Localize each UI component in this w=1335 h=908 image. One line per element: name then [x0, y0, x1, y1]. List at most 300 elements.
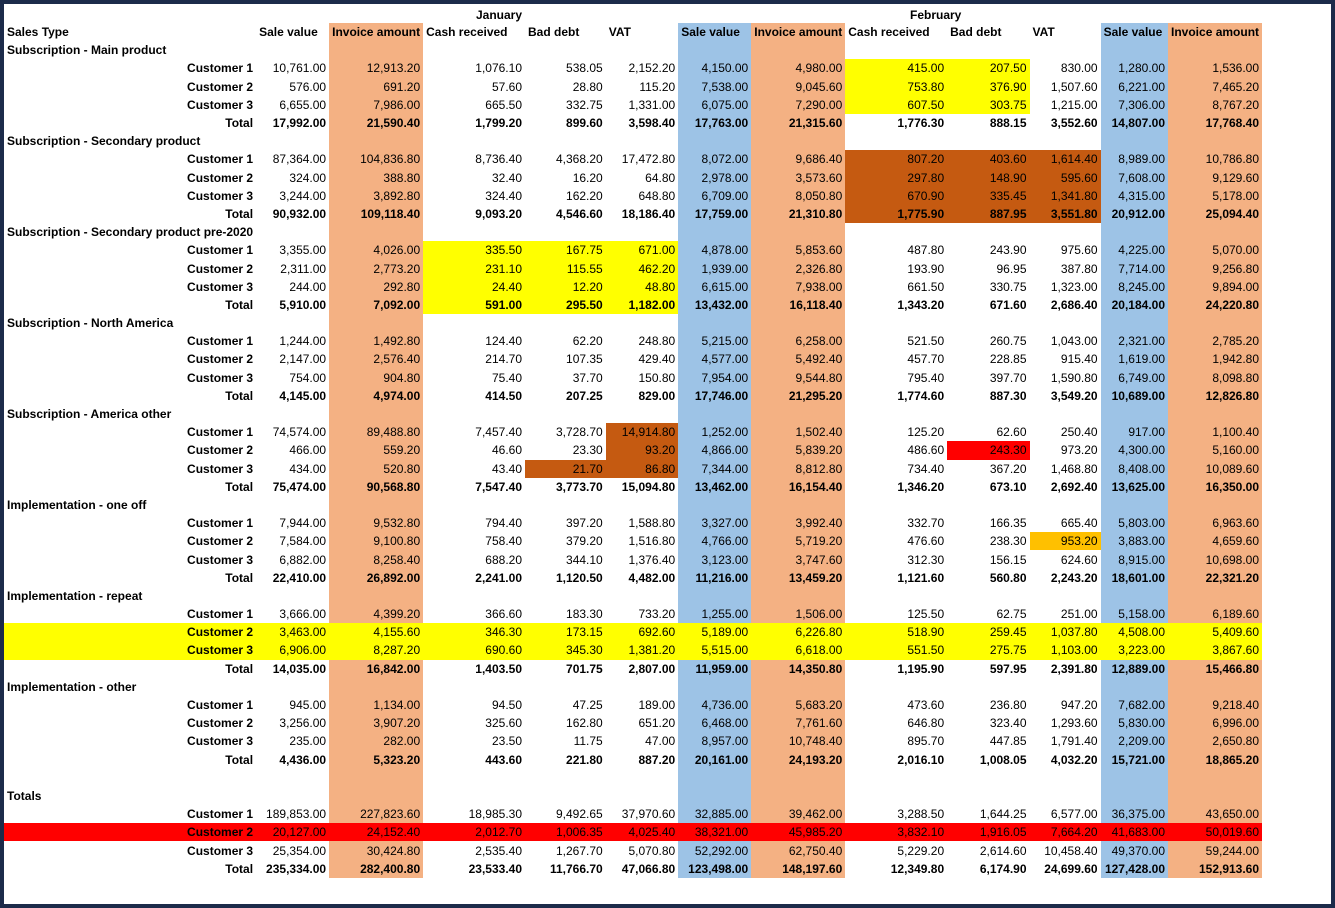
bad-debt-cell: 376.90	[947, 78, 1029, 96]
sale-value-cell: 7,944.00	[279, 516, 327, 531]
sale-value-cell: 22,410.00	[272, 570, 327, 585]
empty-cell	[947, 41, 1029, 59]
vat-cell: 1,215.00	[1050, 97, 1098, 112]
sale-value-cell: 12,889.00	[1101, 660, 1168, 678]
header-invoice-amount: Invoice amount	[751, 23, 845, 41]
sale-value-cell: 3,123.00	[678, 550, 751, 568]
invoice-amount-cell: 227,823.60	[329, 805, 423, 823]
column-header-row	[4, 23, 1331, 41]
invoice-amount-cell: 90,568.80	[329, 478, 423, 496]
empty-cell	[256, 405, 329, 423]
bad-debt-cell: 3,773.70	[556, 479, 603, 494]
invoice-amount-cell: 152,913.60	[1168, 860, 1262, 878]
invoice-amount-cell: 10,786.80	[1168, 150, 1262, 168]
sale-value-cell: 4,766.00	[678, 532, 751, 550]
cash-received-cell: 231.10	[423, 259, 525, 277]
empty-cell	[1030, 787, 1101, 805]
invoice-amount-cell: 9,256.80	[1168, 259, 1262, 277]
cash-received-cell: 807.20	[845, 150, 947, 168]
empty-cell	[751, 314, 845, 332]
sale-value-cell: 4,508.00	[1101, 623, 1168, 641]
header-invoice-amount: Invoice amount	[1168, 23, 1262, 41]
vat-cell: 15,094.80	[621, 479, 676, 494]
empty-cell	[1101, 223, 1168, 241]
bad-debt-cell: 260.75	[989, 334, 1027, 349]
bad-debt-cell: 673.10	[989, 479, 1027, 494]
section-title: Implementation - one off	[7, 497, 147, 512]
sale-value-cell: 18,601.00	[1101, 569, 1168, 587]
invoice-amount-cell: 1,942.80	[1168, 350, 1262, 368]
bad-debt-cell: 1,916.05	[947, 823, 1029, 841]
vat-cell: 947.20	[1060, 698, 1098, 713]
sale-value-cell: 189,853.00	[266, 807, 327, 822]
invoice-amount-cell: 520.80	[329, 460, 423, 478]
cash-received-cell: 1,775.90	[845, 205, 947, 223]
cash-received-cell: 124.40	[485, 334, 522, 349]
customer-row	[4, 241, 1331, 259]
month-february: February	[910, 8, 962, 22]
sale-value-cell: 4,150.00	[678, 59, 751, 77]
invoice-amount-cell: 3,747.60	[751, 550, 845, 568]
sale-value-cell: 8,072.00	[678, 150, 751, 168]
customer-row	[4, 514, 1331, 532]
sale-value-cell: 14,035.00	[272, 661, 327, 676]
bad-debt-cell: 148.90	[947, 169, 1029, 187]
invoice-amount-cell: 9,544.80	[751, 369, 845, 387]
sale-value-cell: 13,462.00	[678, 478, 751, 496]
section-title-row	[4, 496, 1331, 514]
empty-cell	[751, 405, 845, 423]
bad-debt-cell: 3,728.70	[556, 425, 603, 440]
customer-label: Customer 1	[187, 607, 254, 622]
sale-value-cell: 4,436.00	[279, 752, 327, 767]
sale-value-cell: 3,666.00	[279, 607, 327, 622]
empty-cell	[423, 769, 525, 787]
bad-debt-cell: 1,644.25	[979, 807, 1027, 822]
invoice-amount-cell: 39,462.00	[751, 805, 845, 823]
customer-row	[4, 841, 1331, 859]
invoice-amount-cell: 1,506.00	[751, 605, 845, 623]
empty-cell	[423, 132, 525, 150]
invoice-amount-cell: 104,836.80	[329, 150, 423, 168]
vat-cell: 887.20	[638, 752, 676, 767]
invoice-amount-cell: 2,785.20	[1168, 332, 1262, 350]
empty-cell	[678, 587, 751, 605]
cash-received-cell: 23.50	[491, 734, 522, 749]
cash-received-cell: 94.50	[491, 698, 522, 713]
sale-value-cell: 3,327.00	[678, 514, 751, 532]
empty-cell	[256, 496, 329, 514]
customer-label: Customer 3	[4, 641, 256, 659]
invoice-amount-cell: 10,698.00	[1168, 550, 1262, 568]
customer-label: Customer 2	[187, 170, 254, 185]
bad-debt-cell: 899.60	[566, 116, 603, 131]
section-title: Totals	[7, 788, 42, 803]
vat-cell: 64.80	[645, 170, 676, 185]
sale-value-cell: 7,306.00	[1101, 96, 1168, 114]
empty-cell	[525, 405, 606, 423]
sale-value-cell: 434.00	[289, 461, 327, 476]
empty-cell	[329, 41, 423, 59]
vat-cell: 86.80	[606, 460, 678, 478]
cash-received-cell: 1,799.20	[475, 116, 522, 131]
sale-value-cell: 74,574.00	[272, 425, 327, 440]
invoice-amount-cell: 4,974.00	[329, 387, 423, 405]
invoice-amount-cell: 8,050.80	[751, 187, 845, 205]
total-label: Total	[225, 206, 254, 221]
cash-received-cell: 2,535.40	[475, 843, 522, 858]
sale-value-cell: 917.00	[1101, 423, 1168, 441]
empty-cell	[1101, 314, 1168, 332]
header-cash-received: Cash received	[426, 25, 508, 40]
bad-debt-cell: 335.45	[947, 187, 1029, 205]
section-title-row	[4, 587, 1331, 605]
empty-cell	[678, 132, 751, 150]
vat-cell: 7,664.20	[1030, 823, 1101, 841]
empty-cell	[606, 496, 678, 514]
cash-received-cell: 443.60	[485, 752, 522, 767]
invoice-amount-cell: 6,226.80	[751, 623, 845, 641]
empty-cell	[947, 678, 1029, 696]
cash-received-cell: 312.30	[907, 552, 945, 567]
bad-debt-cell: 236.80	[989, 698, 1027, 713]
bad-debt-cell: 183.30	[566, 607, 603, 622]
section-title-row	[4, 132, 1331, 150]
customer-row	[4, 369, 1331, 387]
invoice-amount-cell: 9,532.80	[329, 514, 423, 532]
empty-cell	[525, 587, 606, 605]
bad-debt-cell: 701.75	[566, 661, 603, 676]
customer-row	[4, 169, 1331, 187]
bad-debt-cell: 96.95	[996, 261, 1027, 276]
invoice-amount-cell: 21,590.40	[329, 114, 423, 132]
section-title: Implementation - repeat	[7, 588, 143, 603]
cash-received-cell: 7,457.40	[475, 425, 522, 440]
sale-value-cell: 10,761.00	[272, 61, 327, 76]
sale-value-cell: 4,300.00	[1101, 441, 1168, 459]
vat-cell: 1,590.80	[1050, 370, 1098, 385]
empty-cell	[423, 314, 525, 332]
empty-cell	[423, 587, 525, 605]
bad-debt-cell: 597.95	[989, 661, 1027, 676]
vat-cell: 1,381.20	[606, 641, 678, 659]
invoice-amount-cell: 1,536.00	[1168, 59, 1262, 77]
bad-debt-cell: 1,006.35	[525, 823, 606, 841]
empty-cell	[256, 787, 329, 805]
customer-label: Customer 2	[187, 79, 254, 94]
empty-cell	[256, 132, 329, 150]
total-row	[4, 478, 1331, 496]
bad-debt-cell: 207.25	[566, 388, 603, 403]
empty-cell	[678, 787, 751, 805]
invoice-amount-cell: 89,488.80	[329, 423, 423, 441]
cash-received-cell: 1,403.50	[475, 661, 522, 676]
customer-row	[4, 732, 1331, 750]
sale-value-cell: 4,225.00	[1101, 241, 1168, 259]
customer-label: Customer 1	[187, 61, 254, 76]
bad-debt-cell: 16.20	[572, 170, 603, 185]
empty-cell	[606, 314, 678, 332]
empty-cell	[423, 787, 525, 805]
customer-label: Customer 1	[187, 516, 254, 531]
sale-value-cell: 7,538.00	[678, 78, 751, 96]
vat-cell: 387.80	[1060, 261, 1098, 276]
cash-received-cell: 1,346.20	[897, 479, 945, 494]
empty-cell	[1101, 787, 1168, 805]
sale-value-cell: 15,721.00	[1101, 751, 1168, 769]
bad-debt-cell: 332.75	[566, 97, 603, 112]
bad-debt-cell: 1,267.70	[556, 843, 603, 858]
vat-cell: 648.80	[638, 188, 676, 203]
customer-row	[4, 150, 1331, 168]
bad-debt-cell: 344.10	[566, 552, 603, 567]
cash-received-cell: 795.40	[907, 370, 945, 385]
empty-cell	[845, 132, 947, 150]
customer-label: Customer 3	[187, 843, 254, 858]
cash-received-cell: 670.90	[845, 187, 947, 205]
vat-cell: 2,391.80	[1050, 661, 1098, 676]
empty-cell	[423, 223, 525, 241]
sale-value-cell: 3,463.00	[256, 623, 329, 641]
vat-cell: 5,070.80	[628, 843, 676, 858]
empty-cell	[845, 496, 947, 514]
empty-cell	[751, 496, 845, 514]
empty-cell	[1030, 587, 1101, 605]
empty-cell	[947, 314, 1029, 332]
total-row	[4, 569, 1331, 587]
section-title: Subscription - North America	[7, 316, 174, 331]
empty-cell	[678, 769, 751, 787]
invoice-amount-cell: 148,197.60	[751, 860, 845, 878]
bad-debt-cell: 4,546.60	[556, 206, 603, 221]
empty-cell	[947, 787, 1029, 805]
empty-cell	[525, 678, 606, 696]
empty-cell	[525, 132, 606, 150]
invoice-amount-cell: 5,853.60	[751, 241, 845, 259]
invoice-amount-cell: 3,867.60	[1168, 641, 1262, 659]
sale-value-cell: 5,215.00	[678, 332, 751, 350]
invoice-amount-cell: 1,134.00	[329, 696, 423, 714]
cash-received-cell: 7,547.40	[475, 479, 522, 494]
bad-debt-cell: 162.20	[566, 188, 603, 203]
cash-received-cell: 32.40	[491, 170, 522, 185]
empty-cell	[1168, 132, 1262, 150]
empty-cell	[751, 223, 845, 241]
invoice-amount-cell: 7,092.00	[329, 296, 423, 314]
empty-cell	[1101, 769, 1168, 787]
total-row	[4, 205, 1331, 223]
invoice-amount-cell: 9,045.60	[751, 78, 845, 96]
invoice-amount-cell: 4,980.00	[751, 59, 845, 77]
empty-cell	[678, 223, 751, 241]
vat-cell: 93.20	[606, 441, 678, 459]
bad-debt-cell: 397.20	[566, 516, 603, 531]
customer-row	[4, 696, 1331, 714]
empty-cell	[678, 496, 751, 514]
sale-value-cell: 1,252.00	[678, 423, 751, 441]
bad-debt-cell: 62.20	[572, 334, 603, 349]
customer-label: Customer 1	[187, 425, 254, 440]
bad-debt-cell: 47.25	[572, 698, 603, 713]
sale-value-cell: 4,315.00	[1101, 187, 1168, 205]
sale-value-cell: 244.00	[289, 279, 327, 294]
empty-cell	[525, 41, 606, 59]
invoice-amount-cell: 16,118.40	[751, 296, 845, 314]
empty-cell	[678, 678, 751, 696]
section-title-row	[4, 223, 1331, 241]
customer-label: Customer 2	[187, 352, 254, 367]
invoice-amount-cell: 17,768.40	[1168, 114, 1262, 132]
vat-cell: 692.60	[606, 623, 678, 641]
sale-value-cell: 20,184.00	[1101, 296, 1168, 314]
invoice-amount-cell: 18,865.20	[1168, 751, 1262, 769]
empty-cell	[1168, 405, 1262, 423]
customer-label: Customer 2	[187, 261, 254, 276]
bad-debt-cell: 6,174.90	[979, 861, 1027, 876]
cash-received-cell: 753.80	[845, 78, 947, 96]
header-sales-type: Sales Type	[7, 25, 69, 40]
bad-debt-cell: 1,008.05	[979, 752, 1027, 767]
section-title: Subscription - America other	[7, 407, 172, 422]
empty-cell	[1168, 678, 1262, 696]
cash-received-cell: 1,195.90	[897, 661, 945, 676]
sale-value-cell: 127,428.00	[1101, 860, 1168, 878]
invoice-amount-cell: 5,178.00	[1168, 187, 1262, 205]
vat-cell: 189.00	[638, 698, 676, 713]
vat-cell: 4,025.40	[606, 823, 678, 841]
cash-received-cell: 1,774.60	[897, 388, 945, 403]
invoice-amount-cell: 12,826.80	[1168, 387, 1262, 405]
sale-value-cell: 7,608.00	[1101, 169, 1168, 187]
vat-cell: 1,791.40	[1050, 734, 1098, 749]
vat-cell: 1,376.40	[628, 552, 676, 567]
sale-value-cell: 13,432.00	[678, 296, 751, 314]
vat-cell: 150.80	[638, 370, 676, 385]
empty-cell	[256, 587, 329, 605]
bad-debt-cell: 403.60	[947, 150, 1029, 168]
vat-cell: 829.00	[638, 388, 676, 403]
invoice-amount-cell: 13,459.20	[751, 569, 845, 587]
sale-value-cell: 4,145.00	[279, 388, 327, 403]
bad-debt-cell: 62.60	[996, 425, 1027, 440]
empty-cell	[947, 496, 1029, 514]
cash-received-cell: 1,776.30	[897, 116, 945, 131]
invoice-amount-cell: 6,996.00	[1168, 714, 1262, 732]
empty-cell	[751, 132, 845, 150]
empty-cell	[525, 787, 606, 805]
cash-received-cell: 688.20	[485, 552, 522, 567]
invoice-amount-cell: 6,618.00	[751, 641, 845, 659]
bad-debt-cell: 323.40	[989, 716, 1027, 731]
invoice-amount-cell: 50,019.60	[1168, 823, 1262, 841]
sale-value-cell: 2,311.00	[280, 261, 327, 276]
sale-value-cell: 7,954.00	[678, 369, 751, 387]
cash-received-cell: 366.60	[485, 607, 522, 622]
cash-received-cell: 486.60	[907, 443, 945, 458]
cash-received-cell: 8,736.40	[475, 152, 522, 167]
invoice-amount-cell: 16,350.00	[1168, 478, 1262, 496]
sale-value-cell: 466.00	[289, 443, 327, 458]
customer-row	[4, 59, 1331, 77]
bad-debt-cell: 330.75	[989, 279, 1027, 294]
vat-cell: 3,549.20	[1050, 388, 1098, 403]
invoice-amount-cell: 22,321.20	[1168, 569, 1262, 587]
invoice-amount-cell: 8,287.20	[329, 641, 423, 659]
empty-cell	[329, 496, 423, 514]
invoice-amount-cell: 24,193.20	[751, 751, 845, 769]
bad-debt-cell: 538.05	[566, 61, 603, 76]
sale-value-cell: 6,075.00	[678, 96, 751, 114]
customer-row	[4, 805, 1331, 823]
bad-debt-cell: 228.85	[989, 352, 1027, 367]
customer-label: Customer 2	[4, 623, 256, 641]
invoice-amount-cell: 9,686.40	[751, 150, 845, 168]
empty-cell	[1030, 314, 1101, 332]
invoice-amount-cell: 43,650.00	[1168, 805, 1262, 823]
bad-debt-cell: 887.95	[947, 205, 1029, 223]
empty-cell	[606, 223, 678, 241]
sale-value-cell: 8,915.00	[1101, 550, 1168, 568]
invoice-amount-cell: 292.80	[329, 278, 423, 296]
sale-value-cell: 3,883.00	[1101, 532, 1168, 550]
vat-cell: 47,066.80	[621, 861, 676, 876]
sale-value-cell: 8,989.00	[1101, 150, 1168, 168]
header-sale-value: Sale value	[678, 23, 751, 41]
customer-label: Customer 3	[187, 97, 254, 112]
sale-value-cell: 20,912.00	[1101, 205, 1168, 223]
empty-cell	[256, 678, 329, 696]
empty-cell	[845, 223, 947, 241]
empty-cell	[751, 787, 845, 805]
sale-value-cell: 7,714.00	[1101, 259, 1168, 277]
sale-value-cell: 17,746.00	[678, 387, 751, 405]
vat-cell: 915.40	[1060, 352, 1098, 367]
vat-cell: 18,186.40	[621, 206, 676, 221]
sale-value-cell: 25,354.00	[272, 843, 327, 858]
invoice-amount-cell: 26,892.00	[329, 569, 423, 587]
cash-received-cell: 607.50	[845, 96, 947, 114]
sale-value-cell: 6,882.00	[279, 552, 327, 567]
customer-row	[4, 460, 1331, 478]
customer-row	[4, 278, 1331, 296]
invoice-amount-cell: 5,492.40	[751, 350, 845, 368]
bad-debt-cell: 173.15	[525, 623, 606, 641]
invoice-amount-cell: 59,244.00	[1168, 841, 1262, 859]
cash-received-cell: 214.70	[485, 352, 522, 367]
cash-received-cell: 324.40	[485, 188, 522, 203]
empty-cell	[751, 769, 845, 787]
customer-label: Customer 1	[187, 243, 254, 258]
invoice-amount-cell: 6,189.60	[1168, 605, 1262, 623]
sale-value-cell: 3,223.00	[1101, 641, 1168, 659]
section-title-row	[4, 678, 1331, 696]
bad-debt-cell: 243.30	[947, 441, 1029, 459]
bad-debt-cell: 11,766.70	[549, 861, 603, 876]
empty-cell	[1168, 769, 1262, 787]
empty-cell	[1030, 41, 1101, 59]
sale-value-cell: 17,763.00	[678, 114, 751, 132]
vat-cell: 2,686.40	[1050, 297, 1098, 312]
cash-received-cell: 335.50	[423, 241, 525, 259]
empty-cell	[845, 769, 947, 787]
invoice-amount-cell: 2,773.20	[329, 259, 423, 277]
invoice-amount-cell: 9,100.80	[329, 532, 423, 550]
empty-cell	[845, 787, 947, 805]
cash-received-cell: 325.60	[485, 716, 522, 731]
invoice-amount-cell: 5,070.00	[1168, 241, 1262, 259]
customer-row	[4, 350, 1331, 368]
cash-received-cell: 2,016.10	[897, 752, 945, 767]
